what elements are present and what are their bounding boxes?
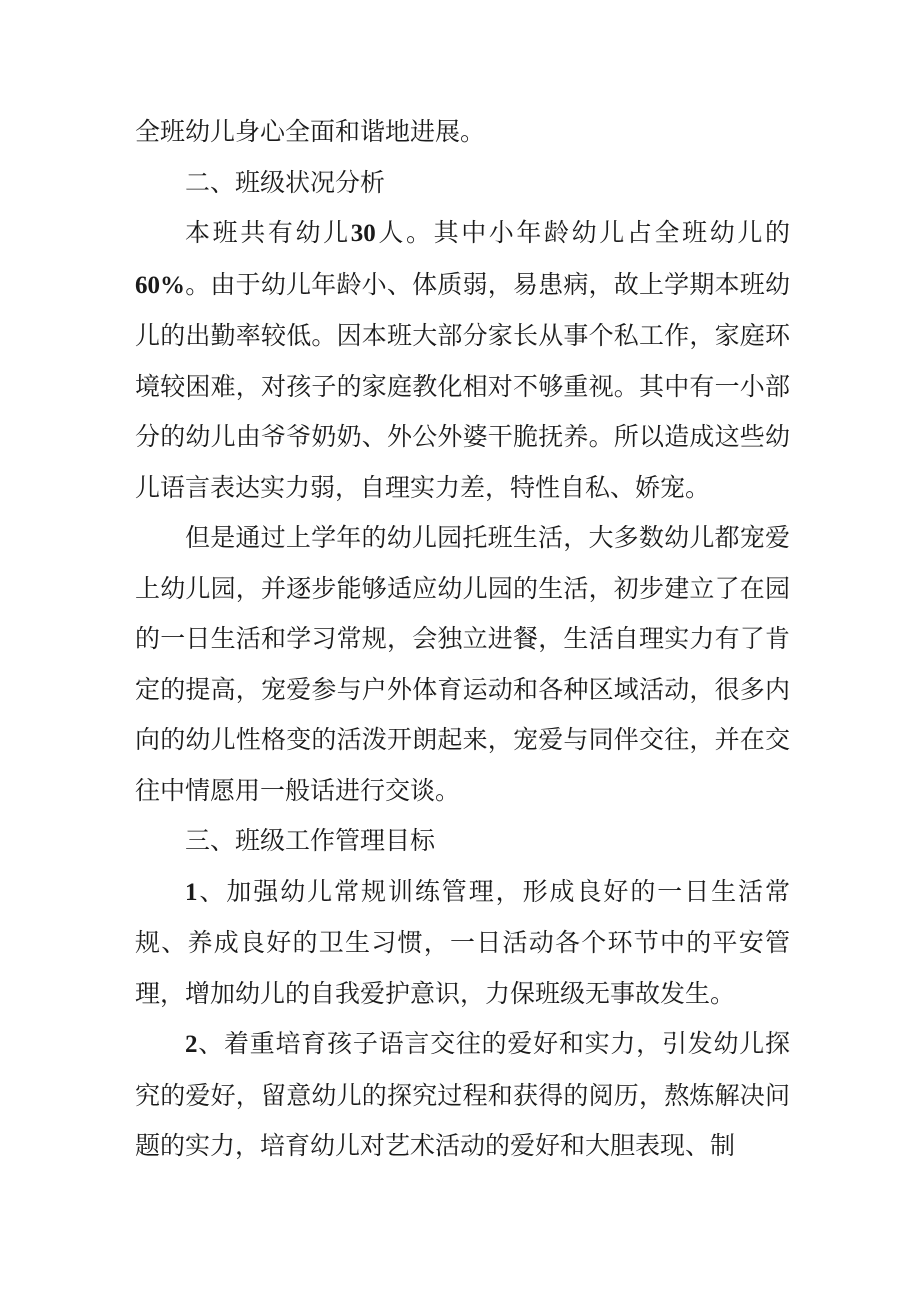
goal-number: 1 [185, 878, 198, 906]
young-child-percent: 60% [135, 271, 185, 299]
paragraph-class-situation [135, 208, 790, 513]
goal-number: 2 [185, 1031, 198, 1058]
goal-text: 、加强幼儿常规训练管理，形成良好的一日生活常规、养成良好的卫生习惯，一日活动各个环节中的平安管理，增加幼儿的自我爱护意识，力保班级无事故发生。 [135, 876, 790, 1008]
text-span: 。由于幼儿年龄小、体质弱，易患病，故上学期本班幼儿的出勤率较低。因本班大部分家长从事个私工作，家庭环境较困难，对孩子的家庭教化相对不够重视。其中有一小部分的幼儿由爷爷奶奶、外公外婆干脆抚养。所以造成这些幼儿语言表达实力弱，自理实力差，特性自私、娇宠。 [135, 269, 790, 502]
section-heading-class-analysis: 二、班级状况分析 [185, 167, 386, 197]
paragraph-progress: 但是通过上学年的幼儿园托班生活，大多数幼儿都宠爱上幼儿园，并逐步能够适应幼儿园的生活，初步建立了在园的一日生活和学习常规，会独立进餐，生活自理实力有了肯定的提高，宠爱参与户外体育运动和各种区域活动，很多内向的幼儿性格变的活泼开朗起来，宠爱与同伴交往，并在交往中情愿用一般话进行交谈。 [135, 523, 790, 805]
paragraph-continuation: 全班幼儿身心全面和谐地进展。 [135, 117, 486, 146]
goal-item-2 [135, 1019, 790, 1172]
section-heading-management-goals: 三、班级工作管理目标 [185, 826, 436, 855]
text-span: 人。其中小年龄幼儿占全班幼儿的 [375, 218, 790, 247]
text-span: 本班共有幼儿 [185, 218, 351, 247]
child-count: 30 [350, 220, 376, 247]
goal-item-1 [135, 867, 790, 1020]
goal-text: 、着重培育孩子语言交往的爱好和实力，引发幼儿探究的爱好，留意幼儿的探究过程和获得的阅历，熬炼解决问题的实力，培育幼儿对艺术活动的爱好和大胆表现、制 [135, 1029, 790, 1160]
document-body [135, 107, 790, 1172]
